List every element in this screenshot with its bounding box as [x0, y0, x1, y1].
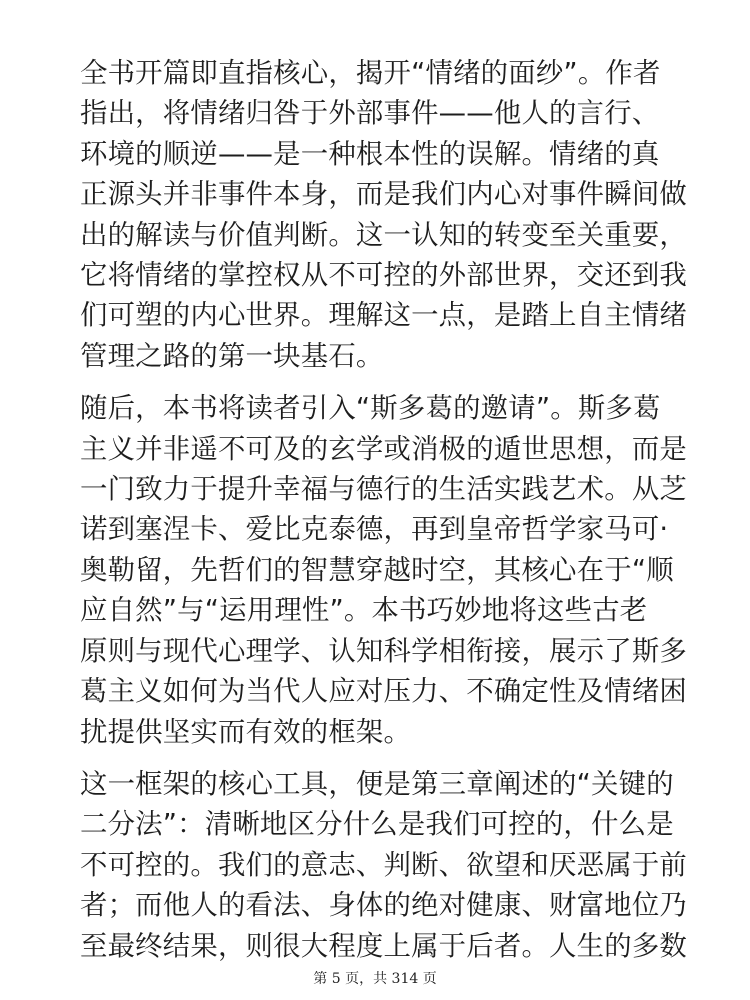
text-line: 不可控的。我们的意志、判断、欲望和厌恶属于前: [80, 849, 687, 881]
page-number-footer: 第 5 页，共 314 页: [313, 971, 437, 987]
text-line: 指出，将情绪归咎于外部事件——他人的言行、: [80, 98, 660, 130]
paragraph-2: [80, 389, 687, 753]
text-line: 二分法”：清晰地区分什么是我们可控的，什么是: [80, 809, 674, 841]
text-line: 一门致力于提升幸福与德行的生活实践艺术。从芝: [80, 474, 687, 506]
text-line: 们可塑的内心世界。理解这一点，是踏上自主情绪: [80, 300, 687, 332]
text-line: 应自然”与“运用理性”。本书巧妙地将这些古老: [80, 595, 648, 627]
text-line: 它将情绪的掌控权从不可控的外部世界，交还到我: [80, 260, 687, 292]
text-line: 葛主义如何为当代人应对压力、不确定性及情绪困: [80, 676, 687, 708]
text-line: 随后，本书将读者引入“斯多葛的邀请”。斯多葛: [80, 393, 661, 425]
text-line: 出的解读与价值判断。这一认知的转变至关重要，: [80, 219, 687, 251]
text-line: 扰提供坚实而有效的框架。: [80, 716, 412, 748]
text-line: 正源头并非事件本身，而是我们内心对事件瞬间做: [80, 179, 687, 211]
text-line: 环境的顺逆——是一种根本性的误解。情绪的真: [80, 138, 660, 170]
text-line: 诺到塞涅卡、爱比克泰德，再到皇帝哲学家马可·: [80, 514, 669, 546]
text-line: 原则与现代心理学、认知科学相衔接，展示了斯多: [80, 635, 687, 667]
body-text: [80, 54, 687, 979]
text-line: 主义并非遥不可及的玄学或消极的遁世思想，而是: [80, 433, 687, 465]
text-line: 至最终结果，则很大程度上属于后者。人生的多数: [80, 930, 687, 962]
text-line: 奥勒留，先哲们的智慧穿越时空，其核心在于“顺: [80, 554, 674, 586]
paragraph-1: [80, 54, 687, 377]
text-line: 全书开篇即直指核心，揭开“情绪的面纱”。作者: [80, 58, 661, 89]
text-line: 管理之路的第一块基石。: [80, 340, 384, 372]
text-line: 者；而他人的看法、身体的绝对健康、财富地位乃: [80, 890, 687, 922]
text-line: 这一框架的核心工具，便是第三章阐述的“关键的: [80, 768, 674, 800]
paragraph-3: [80, 765, 687, 967]
